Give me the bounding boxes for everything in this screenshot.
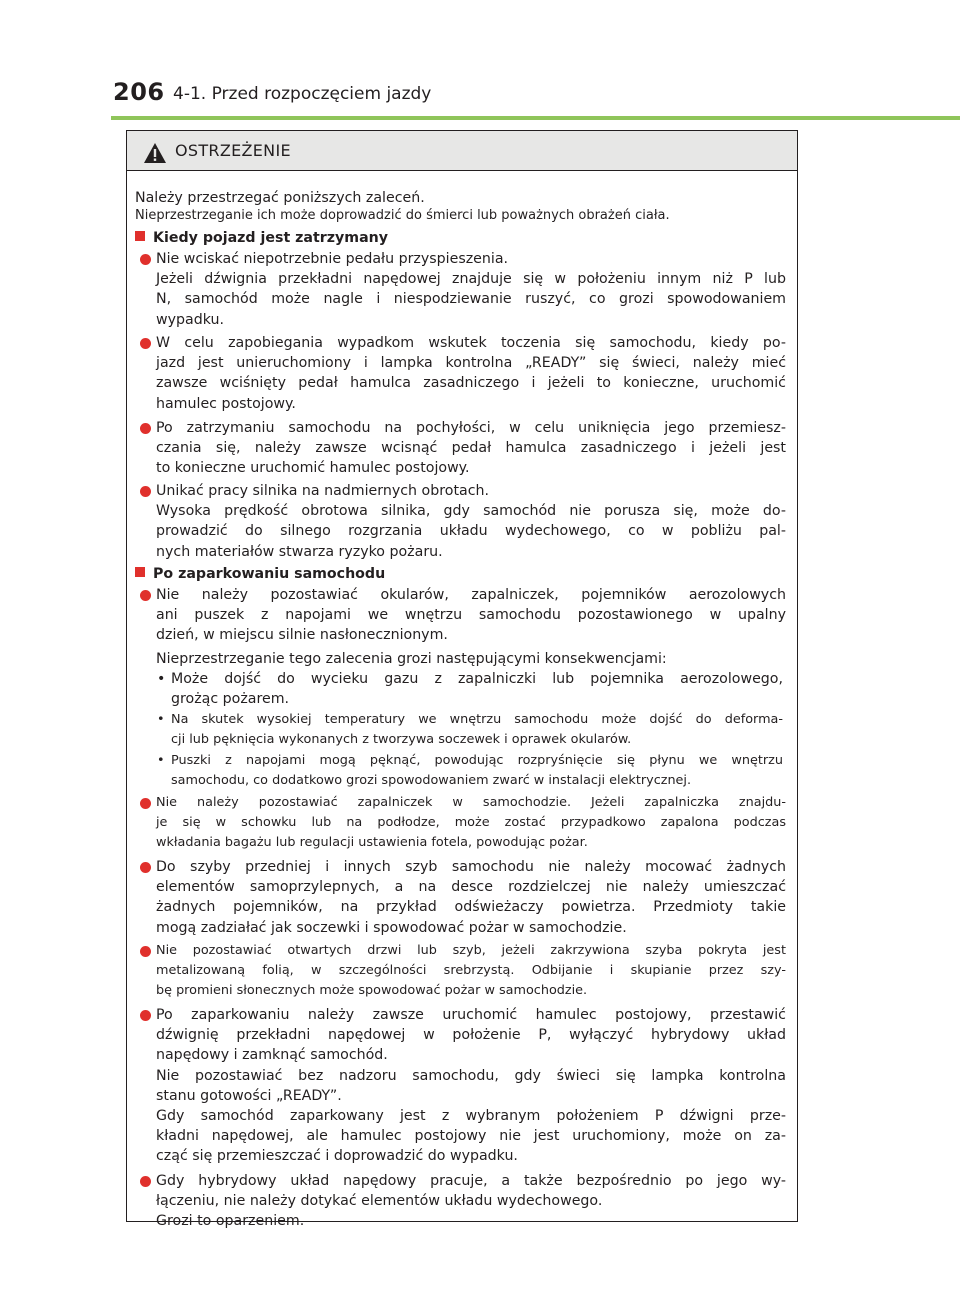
text-line: dzień, w miejscu silnie nasłonecznionym. bbox=[156, 627, 448, 644]
text-line: wkładania bagażu lub regulacji ustawienia fotela, powodując pożar. bbox=[156, 835, 588, 851]
text-line: wypadku. bbox=[156, 311, 224, 328]
list-item bbox=[156, 857, 786, 938]
bullet-char: • bbox=[157, 671, 166, 687]
item-text bbox=[156, 1005, 786, 1167]
sub-bullet-text bbox=[171, 710, 783, 750]
bullet-dot-icon bbox=[140, 338, 151, 349]
text-line: elementów samoprzylepnych, a na desce rozdzielczej nie należy umieszczać bbox=[156, 879, 786, 896]
text-line: stanu gotowości „READY”. bbox=[156, 1087, 342, 1104]
bullet-dot-icon bbox=[140, 946, 151, 957]
bullet-char: • bbox=[157, 753, 165, 768]
text-line: grożąc pożarem. bbox=[171, 691, 290, 708]
bullet-char: • bbox=[157, 712, 165, 727]
bullet-dot-icon bbox=[140, 798, 151, 809]
text-line: ani puszek z napojami we wnętrzu samochodu pozostawionego w upalny bbox=[156, 607, 786, 624]
bullet-dot-icon bbox=[140, 254, 151, 265]
bullet-dot-icon bbox=[140, 862, 151, 873]
text-line: Nie wciskać niepotrzebnie pedału przyspieszenia. bbox=[156, 251, 509, 267]
item-text bbox=[156, 941, 786, 1002]
sub-bullet bbox=[157, 751, 783, 791]
text-line: Nie należy pozostawiać zapalniczek w samochodzie. Jeżeli zapalniczka znajdu- bbox=[156, 795, 786, 810]
text-line: metalizowaną folią, w szczególności srebrzystą. Odbijanie i skupianie przez szy- bbox=[156, 963, 786, 979]
text-line: Grozi to oparzeniem. bbox=[156, 1213, 305, 1230]
item-text bbox=[156, 249, 786, 330]
text-line: Jeżeli dźwignia przekładni napędowej znajduje się w położeniu innym niż P lub bbox=[156, 271, 786, 288]
warning-box bbox=[126, 130, 798, 1230]
text-line: kładni napędowej, ale hamulec postojowy nie jest uruchomiony, może on za- bbox=[156, 1128, 786, 1145]
text-line: Unikać pracy silnika na nadmiernych obrotach. bbox=[156, 483, 490, 499]
text-line: Na skutek wysokiej temperatury we wnętrzu samochodu może dojść do deforma- bbox=[171, 712, 783, 727]
section-square-icon bbox=[135, 567, 145, 577]
text-line: Nie należy pozostawiać okularów, zapalniczek, pojemników aerozolowych bbox=[156, 587, 786, 603]
text-line: to konieczne uruchomić hamulec postojowy. bbox=[156, 460, 470, 477]
sub-bullet-text bbox=[171, 751, 783, 791]
text-line: Po zaparkowaniu należy zawsze uruchomić hamulec postojowy, przestawić bbox=[156, 1007, 786, 1023]
consequence-text: Nieprzestrzeganie tego zalecenia grozi następującymi konsekwencjami: bbox=[156, 651, 667, 667]
list-item bbox=[156, 1171, 786, 1232]
text-line: cji lub pęknięcia wykonanych z tworzywa soczewek i oprawek okularów. bbox=[171, 732, 632, 748]
bullet-dot-icon bbox=[140, 590, 151, 601]
text-line: napędowy i zamknąć samochód. bbox=[156, 1047, 388, 1064]
text-line: W celu zapobiegania wypadkom wskutek toczenia się samochodu, kiedy po- bbox=[156, 335, 786, 351]
text-line: mogą zadziałać jak soczewki i spowodować pożar w samochodzie. bbox=[156, 919, 627, 936]
item-text bbox=[156, 585, 786, 646]
text-line: Po zatrzymaniu samochodu na pochyłości, w celu uniknięcia jego przemiesz- bbox=[156, 420, 786, 436]
list-item bbox=[156, 941, 786, 1002]
list-item bbox=[156, 793, 786, 854]
text-line: bę promieni słonecznych może spowodować pożar w samochodzie. bbox=[156, 983, 588, 999]
text-line: Gdy hybrydowy układ napędowy pracuje, a także bezpośrednio po jego wy- bbox=[156, 1173, 786, 1189]
text-line: cząć się przemieszczać i doprowadzić do wypadku. bbox=[156, 1148, 518, 1165]
list-item bbox=[156, 249, 786, 330]
section-stopped bbox=[135, 228, 785, 248]
text-line: je się w schowku lub na podłodze, może zostać przypadkowo zapalona podczas bbox=[156, 815, 786, 831]
header-rule bbox=[111, 116, 960, 120]
text-line: dźwignię przekładni napędowej w położenie P, wyłączyć hybrydowy układ bbox=[156, 1027, 786, 1044]
text-line: Nie pozostawiać otwartych drzwi lub szyb, jeżeli zakrzywiona szyba pokryta jest bbox=[156, 943, 786, 958]
warning-triangle-icon bbox=[143, 142, 167, 164]
warning-title: OSTRZEŻENIE bbox=[175, 141, 291, 160]
text-line: Nie pozostawiać bez nadzoru samochodu, gdy świeci się lampka kontrolna bbox=[156, 1067, 786, 1084]
page-number: 206 bbox=[113, 78, 165, 106]
item-text bbox=[156, 333, 786, 414]
page-header bbox=[0, 78, 960, 112]
warning-intro-2: Nieprzestrzeganie ich może doprowadzić do śmierci lub poważnych obrażeń ciała. bbox=[135, 208, 670, 223]
text-line: zawsze wciśnięty pedał hamulca zasadniczego i jeżeli to konieczne, uruchomić bbox=[156, 375, 786, 392]
section-title: Kiedy pojazd jest zatrzymany bbox=[153, 230, 388, 246]
text-line: Wysoka prędkość obrotowa silnika, gdy samochód nie porusza się, może do- bbox=[156, 503, 786, 520]
sub-bullet bbox=[157, 669, 783, 709]
bullet-dot-icon bbox=[140, 1176, 151, 1187]
item-text bbox=[156, 481, 786, 562]
list-item bbox=[156, 481, 786, 562]
section-title: Po zaparkowaniu samochodu bbox=[153, 566, 386, 582]
text-line: jazd jest unieruchomiony i lampka kontrolna „READY” się świeci, należy mieć bbox=[156, 355, 786, 372]
section-square-icon bbox=[135, 231, 145, 241]
item-text bbox=[156, 793, 786, 854]
text-line: Gdy samochód zaparkowany jest z wybranym położeniem P dźwigni prze- bbox=[156, 1108, 786, 1125]
text-line: nych materiałów stwarza ryzyko pożaru. bbox=[156, 543, 443, 560]
text-line: łączeniu, nie należy dotykać elementów układu wydechowego. bbox=[156, 1193, 603, 1210]
list-item bbox=[156, 585, 786, 646]
bullet-dot-icon bbox=[140, 1010, 151, 1021]
text-line: żadnych pojemników, na przykład odświeżaczy powietrza. Przedmioty takie bbox=[156, 899, 786, 916]
warning-intro-1: Należy przestrzegać poniższych zaleceń. bbox=[135, 190, 425, 206]
text-line: prowadzić do silnego rozgrzania układu wydechowego, co w pobliżu pal- bbox=[156, 523, 786, 540]
text-line: Do szyby przedniej i innych szyb samochodu nie należy mocować żadnych bbox=[156, 859, 786, 875]
text-line: Puszki z napojami mogą pęknąć, powodując rozpryśnięcie się płynu we wnętrzu bbox=[171, 753, 783, 768]
bullet-dot-icon bbox=[140, 423, 151, 434]
list-item bbox=[156, 418, 786, 479]
bullet-dot-icon bbox=[140, 486, 151, 497]
chapter-title: 4-1. Przed rozpoczęciem jazdy bbox=[173, 84, 432, 104]
sub-bullet-text bbox=[171, 669, 783, 709]
sub-bullet bbox=[157, 710, 783, 750]
list-item bbox=[156, 333, 786, 414]
text-line: czania się, należy zawsze wcisnąć pedał hamulca zasadniczego i jeżeli jest bbox=[156, 440, 786, 457]
section-parked bbox=[135, 564, 785, 584]
text-line: Może dojść do wycieku gazu z zapalniczki lub pojemnika aerozolowego, bbox=[171, 671, 783, 687]
item-text bbox=[156, 857, 786, 938]
text-line: samochodu, co dodatkowo grozi spowodowaniem zwarć w instalacji elektrycznej. bbox=[171, 773, 692, 789]
warning-header bbox=[127, 131, 797, 171]
list-item bbox=[156, 1005, 786, 1167]
text-line: hamulec postojowy. bbox=[156, 395, 296, 412]
item-text bbox=[156, 1171, 786, 1232]
item-text bbox=[156, 418, 786, 479]
text-line: N, samochód może nagle i niespodziewanie ruszyć, co grozi spowodowaniem bbox=[156, 291, 786, 308]
